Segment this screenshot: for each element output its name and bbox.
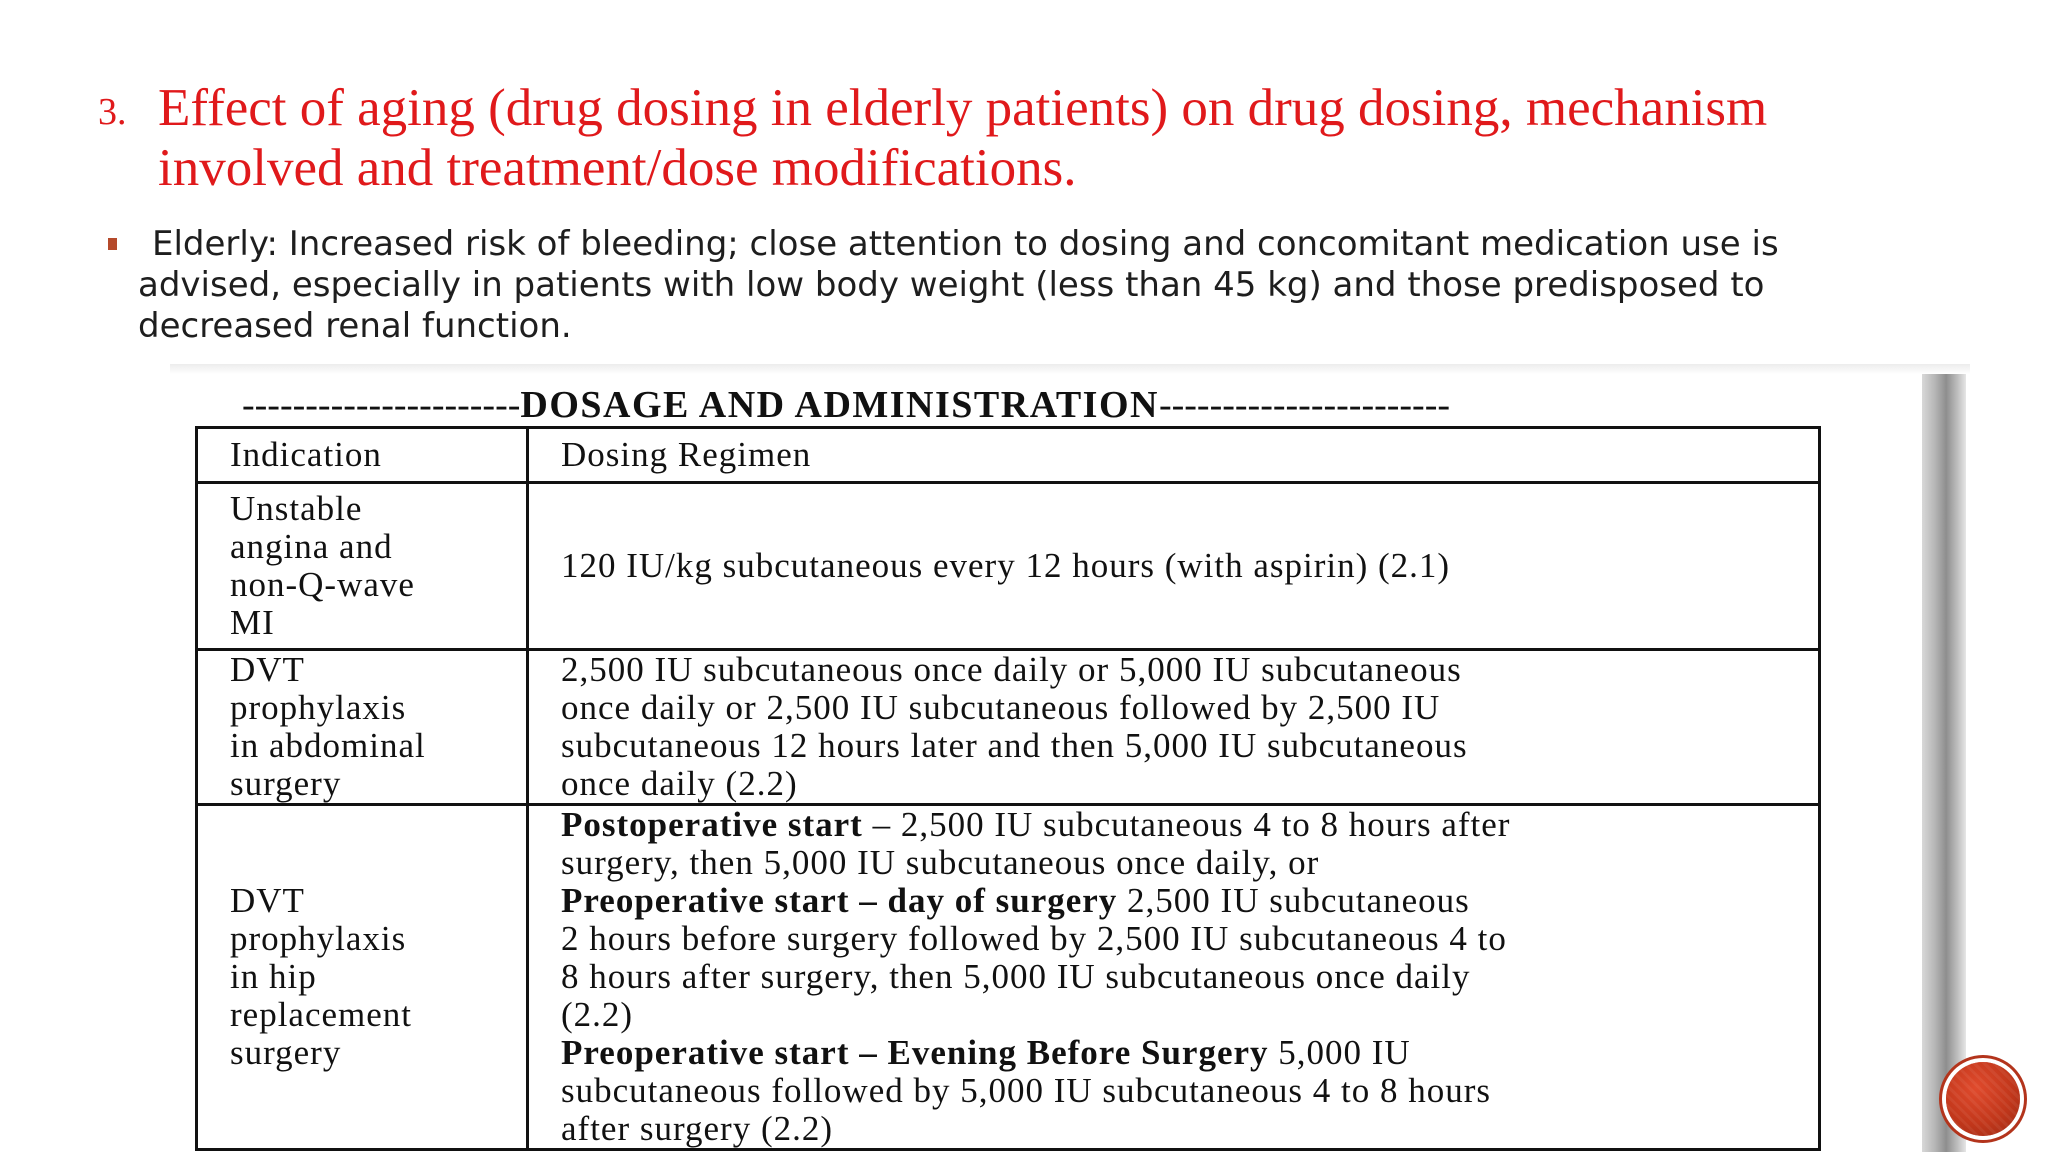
bullet-line-3: decreased renal function. [138, 306, 572, 346]
dosage-title-text: DOSAGE AND ADMINISTRATION [520, 384, 1159, 426]
regimen-line: surgery, then 5,000 IU subcutaneous once daily, or [561, 843, 1320, 882]
regimen-line [561, 882, 1818, 920]
indication-line: replacement [230, 995, 413, 1034]
indication-line: surgery [230, 764, 342, 803]
regimen-line: 2 hours before surgery followed by 2,500 IU subcutaneous 4 to [561, 919, 1507, 958]
bullet-line-2: advised, especially in patients with low body weight (less than 45 kg) and those predisposed to [138, 265, 1765, 305]
indication-line: in abdominal [230, 726, 426, 765]
table-header-row [197, 428, 1820, 483]
table-row [197, 805, 1820, 1150]
indication-line: non-Q-wave [230, 565, 415, 604]
bullet-line-1: Elderly: Increased risk of bleeding; close attention to dosing and concomitant medication use is [152, 224, 1779, 264]
regimen-line: once daily (2.2) [561, 764, 798, 803]
regimen-line: subcutaneous 12 hours later and then 5,000 IU subcutaneous [561, 726, 1468, 765]
regimen-line [561, 1034, 1818, 1072]
square-bullet-icon [108, 238, 117, 250]
header-indication: Indication [197, 428, 528, 483]
regimen-line: after surgery (2.2) [561, 1109, 833, 1148]
heading-line-1: Effect of aging (drug dosing in elderly patients) on drug dosing, mechanism [158, 79, 1768, 137]
preoperative-evening-label: Preoperative start – Evening Before Surgery [561, 1033, 1269, 1072]
regimen-line: subcutaneous followed by 5,000 IU subcutaneous 4 to 8 hours [561, 1071, 1491, 1110]
bullet-paragraph [108, 224, 1828, 347]
dosage-title [242, 382, 1902, 428]
regimen-line: 120 IU/kg subcutaneous every 12 hours (with aspirin) (2.1) [561, 546, 1451, 585]
postoperative-start-label: Postoperative start [561, 805, 863, 844]
header-dosing-regimen: Dosing Regimen [528, 428, 1820, 483]
regimen-line: 2,500 IU subcutaneous once daily or 5,000 IU subcutaneous [561, 650, 1462, 689]
heading-number: 3. [98, 91, 127, 133]
indication-line: MI [230, 603, 275, 642]
logo-texture [1946, 1062, 2020, 1136]
indication-cell [197, 650, 528, 805]
indication-cell [197, 805, 528, 1150]
dosage-title-dashes-right: ----------------------- [1158, 384, 1451, 426]
regimen-cell [528, 650, 1820, 805]
indication-line: DVT [230, 881, 305, 920]
round-logo-icon[interactable] [1946, 1062, 2020, 1136]
regimen-text: 2,500 IU subcutaneous [1117, 881, 1470, 920]
regimen-line: 8 hours after surgery, then 5,000 IU subcutaneous once daily [561, 957, 1471, 996]
indication-line: in hip [230, 957, 317, 996]
regimen-line: once daily or 2,500 IU subcutaneous followed by 2,500 IU [561, 688, 1441, 727]
figure-shadow-top [170, 364, 1970, 374]
figure-scrollbar-shade [1922, 374, 1966, 1152]
indication-line: Unstable [230, 489, 363, 528]
regimen-text: – 2,500 IU subcutaneous 4 to 8 hours after [862, 805, 1511, 844]
slide-heading [98, 78, 1838, 198]
heading-text [158, 78, 1838, 198]
preoperative-day-label: Preoperative start – day of surgery [561, 881, 1118, 920]
table-row [197, 483, 1820, 650]
indication-line: prophylaxis [230, 919, 407, 958]
indication-line: surgery [230, 1033, 342, 1072]
regimen-text: 5,000 IU [1268, 1033, 1411, 1072]
heading-line-2: involved and treatment/dose modifications. [158, 139, 1077, 197]
regimen-cell [528, 805, 1820, 1150]
regimen-line: (2.2) [561, 995, 634, 1034]
indication-line: angina and [230, 527, 393, 566]
indication-line: prophylaxis [230, 688, 407, 727]
dosage-title-dashes-left: ---------------------- [242, 384, 521, 426]
table-row [197, 650, 1820, 805]
indication-line: DVT [230, 650, 305, 689]
dosage-table [195, 426, 1821, 1151]
indication-cell [197, 483, 528, 650]
dosage-figure [150, 364, 1970, 1152]
regimen-cell [528, 483, 1820, 650]
regimen-line [561, 806, 1818, 844]
